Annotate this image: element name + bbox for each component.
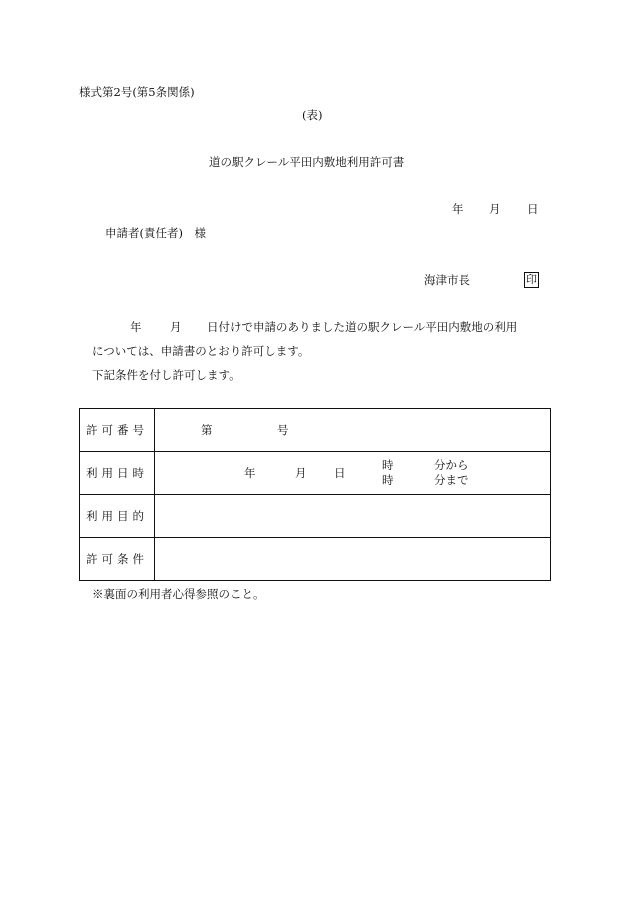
body-line-3: 下記条件を付し許可します。 — [92, 368, 241, 382]
body-month-label: 月 — [170, 320, 182, 334]
permit-number-label: 許可番号 — [80, 409, 155, 452]
side-label: (表) — [302, 108, 323, 122]
date-month-label: 月 — [489, 202, 501, 216]
permit-go: 号 — [277, 423, 289, 437]
permit-conditions-cell — [155, 538, 551, 581]
date-day-label: 日 — [527, 202, 539, 216]
usage-purpose-cell — [155, 495, 551, 538]
date-year-label: 年 — [452, 202, 464, 216]
document-title: 道の駅クレール平田内敷地利用許可書 — [209, 155, 405, 169]
body-line-2: については、申請書のとおり許可します。 — [92, 344, 310, 358]
issuer-name: 海津市長 — [424, 273, 470, 287]
body-year-label: 年 — [130, 320, 142, 334]
table-row — [80, 538, 551, 581]
end-hour-label: 時 — [382, 473, 394, 487]
permit-number-cell — [155, 409, 551, 452]
usage-datetime-label: 利用日時 — [80, 452, 155, 495]
end-minute-label: 分まで — [434, 473, 469, 487]
form-number: 様式第2号(第5条関係) — [79, 85, 195, 99]
permit-conditions-label: 許可条件 — [80, 538, 155, 581]
permit-dai: 第 — [201, 423, 213, 437]
permit-details-table — [79, 408, 551, 581]
seal-mark: 印 — [526, 273, 537, 286]
usage-day: 日 — [334, 466, 346, 480]
usage-month: 月 — [295, 466, 307, 480]
footnote: ※裏面の利用者心得参照のこと。 — [92, 587, 265, 601]
body-line-1: 日付けで申請のありました道の駅クレール平田内敷地の利用 — [207, 320, 518, 334]
applicant-label: 申請者(責任者) 様 — [105, 226, 206, 240]
start-hour-label: 時 — [382, 458, 394, 472]
official-seal — [524, 272, 539, 288]
start-minute-label: 分から — [434, 458, 469, 472]
usage-purpose-label: 利用目的 — [80, 495, 155, 538]
table-row — [80, 495, 551, 538]
usage-datetime-cell — [155, 452, 551, 495]
usage-year: 年 — [244, 466, 256, 480]
table-row — [80, 409, 551, 452]
table-row — [80, 452, 551, 495]
